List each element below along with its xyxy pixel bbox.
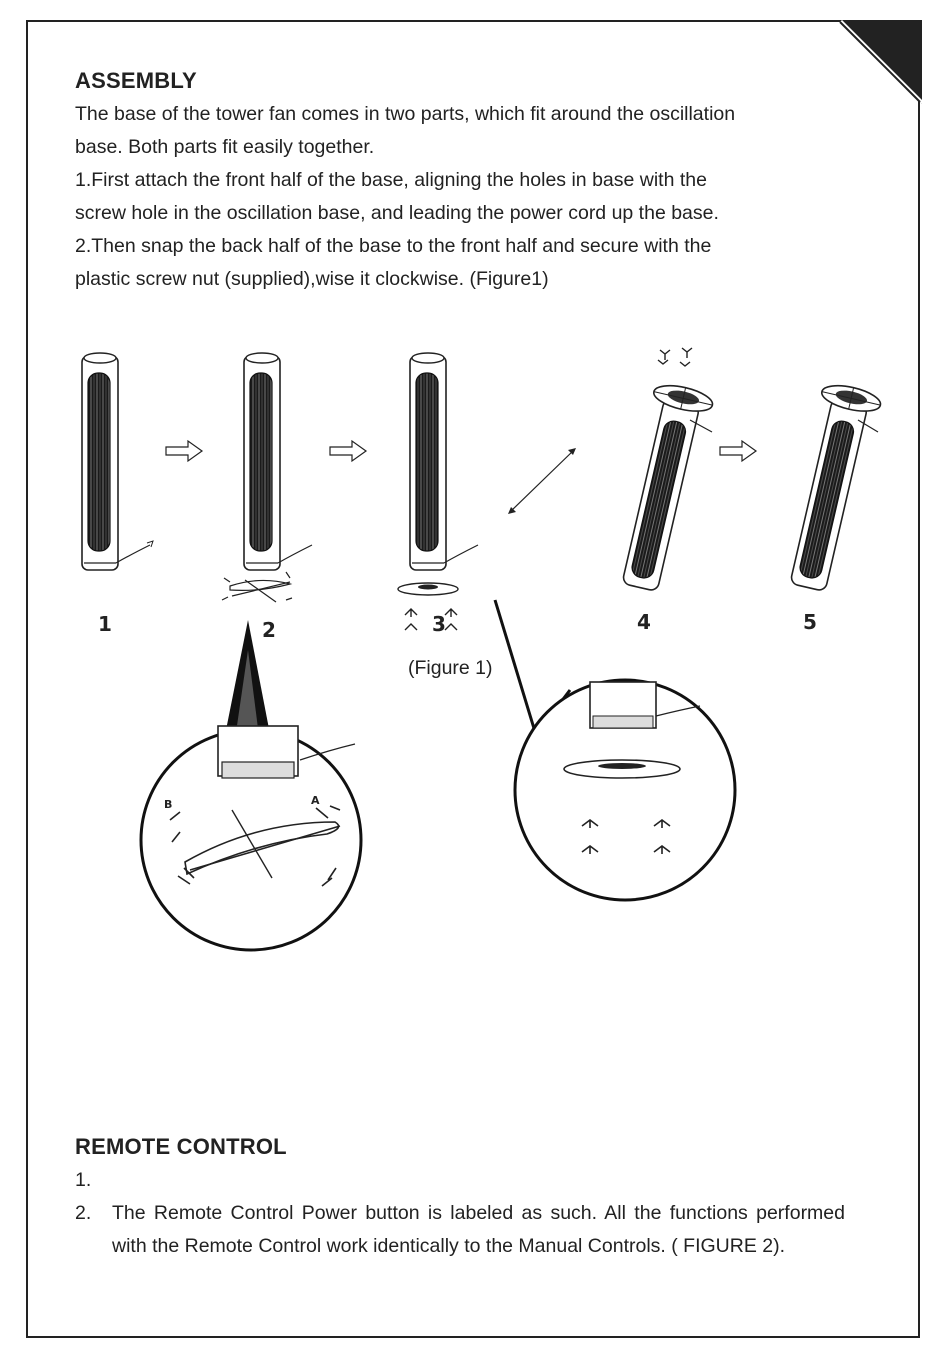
figure-step-label-5: 5 <box>803 610 817 634</box>
arrow-right-icon <box>166 441 202 461</box>
tower-fan-step2-icon <box>222 353 312 602</box>
detail-letter-a: A <box>311 794 320 807</box>
assembly-heading: ASSEMBLY <box>75 68 197 93</box>
detail-circle-base-halves <box>141 726 361 950</box>
assembly-intro-line2: base. Both parts fit easily together. <box>75 136 375 158</box>
arrow-right-icon <box>720 441 756 461</box>
flip-arrow-icon <box>510 450 574 512</box>
tower-fan-step1-icon <box>82 353 153 570</box>
remote-control-heading: REMOTE CONTROL <box>75 1134 287 1159</box>
assembly-step1-line2: screw hole in the oscillation base, and leading the power cord up the base. <box>75 202 719 224</box>
figure-step-label-2: 2 <box>262 618 276 642</box>
remote-control-item-text: The Remote Control Power button is labeled as such. All the functions performed with the Remote Control work identically to the Manual Controls. ( FIGURE 2). <box>112 1202 845 1257</box>
figure-step-label-4: 4 <box>637 610 651 634</box>
detail-circle-oscillation-base <box>515 680 735 900</box>
assembly-step2-line2: plastic screw nut (supplied),wise it clockwise. (Figure1) <box>75 268 549 290</box>
assembly-intro-line1: The base of the tower fan comes in two parts, which fit around the oscillation <box>75 103 736 125</box>
remote-control-item-number: 2. <box>75 1202 92 1224</box>
detail-letter-b: B <box>164 798 173 811</box>
assembly-step2-line1: 2.Then snap the back half of the base to the front half and secure with the <box>75 235 712 257</box>
remote-control-section <box>75 1130 845 1263</box>
remote-control-item-2 <box>75 1197 845 1263</box>
remote-control-item-1 <box>75 1164 845 1197</box>
remote-control-item-number: 1. <box>75 1169 92 1191</box>
assembly-step1-line1: 1.First attach the front half of the base, aligning the holes in base with the <box>75 169 707 191</box>
arrow-right-icon <box>330 441 366 461</box>
tower-fan-step3-icon <box>398 353 478 630</box>
figure-step-label-3: 3 <box>432 612 446 636</box>
tower-fan-step5-icon <box>778 381 883 594</box>
tower-fan-step4-icon <box>610 381 715 594</box>
figure-step-label-1: 1 <box>98 612 112 636</box>
figure-caption: (Figure 1) <box>408 657 493 679</box>
remote-control-item-text <box>112 1164 845 1197</box>
